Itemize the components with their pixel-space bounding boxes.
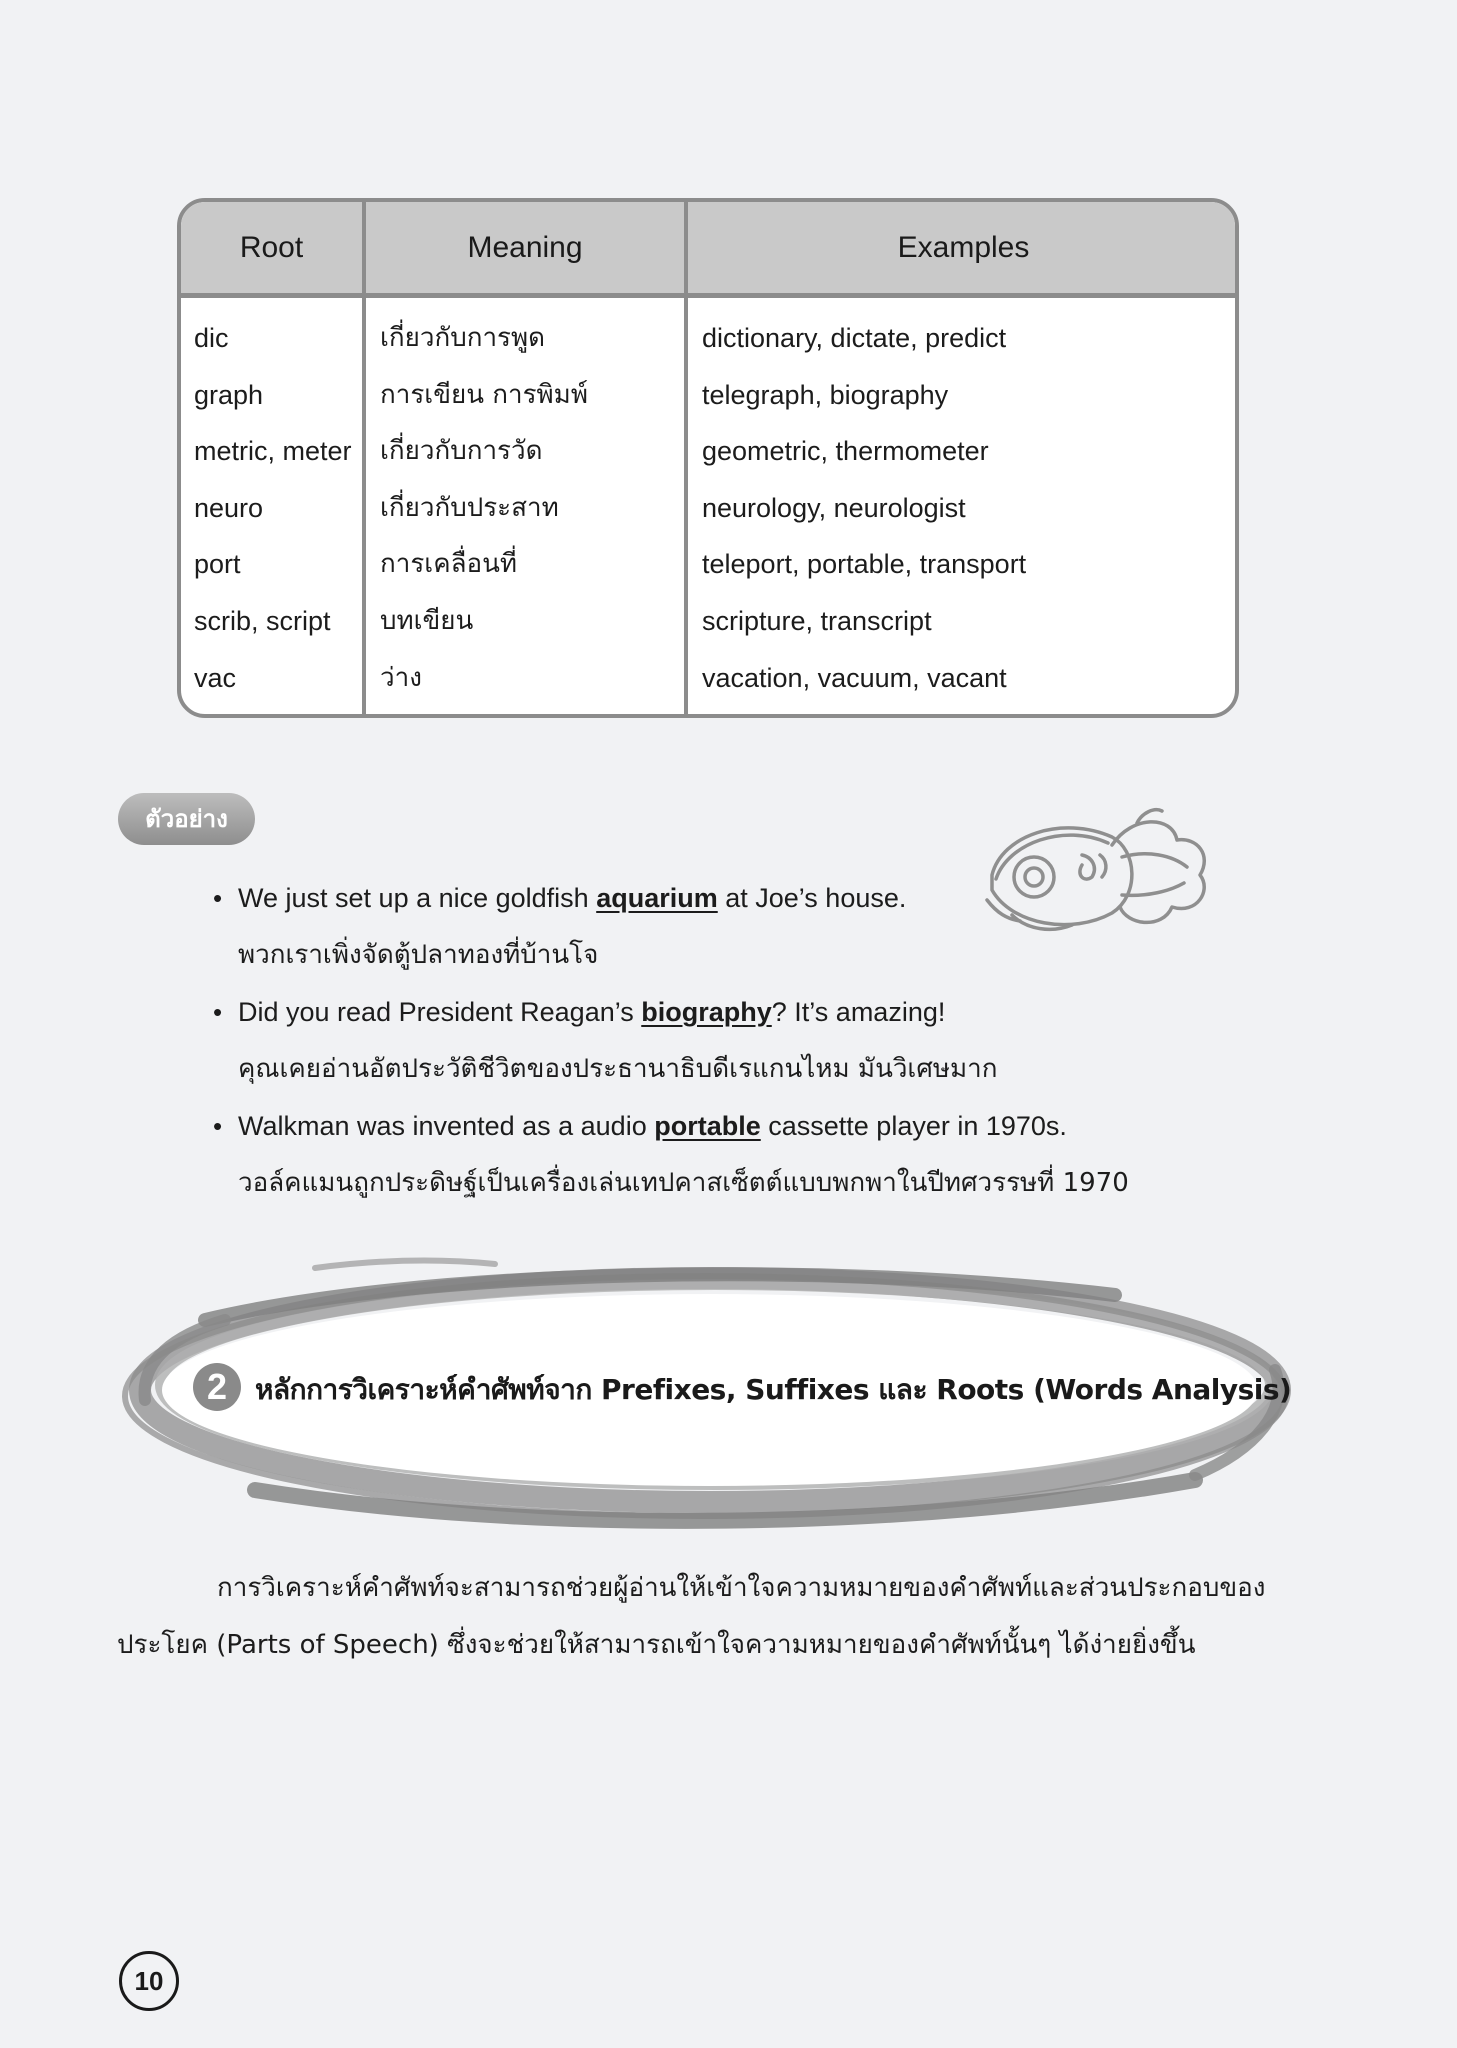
example-english: • Did you read President Reagan’s biography? It’s amazing! xyxy=(213,984,1313,1041)
table-row xyxy=(181,310,1235,367)
table-cell-meaning: เกี่ยวกับประสาท xyxy=(380,492,559,523)
table-header-row xyxy=(181,202,1235,298)
table-cell-root: port xyxy=(194,549,241,580)
table-header-root: Root xyxy=(239,231,304,264)
example-thai: คุณเคยอ่านอัตประวัติชีวิตของประธานาธิบดีเรแกนไหม มันวิเศษมาก xyxy=(238,1054,998,1084)
table-cell-meaning: ว่าง xyxy=(380,662,422,693)
table-row xyxy=(181,367,1235,424)
highlighted-word: portable xyxy=(654,1111,761,1141)
table-cell-root: graph xyxy=(194,379,264,410)
table-header-examples: Examples xyxy=(897,231,1030,264)
table-cell-examples: teleport, portable, transport xyxy=(702,549,1027,580)
table-cell-examples: neurology, neurologist xyxy=(702,492,966,523)
highlighted-word: aquarium xyxy=(596,883,718,913)
example-thai: พวกเราเพิ่งจัดตู้ปลาทองที่บ้านโจ xyxy=(238,940,599,970)
table-cell-root: dic xyxy=(194,323,229,353)
table-cell-meaning: บทเขียน xyxy=(380,605,474,636)
table-row xyxy=(181,480,1235,537)
bullet: • xyxy=(213,883,223,913)
example-english: • We just set up a nice goldfish aquarium at Joe’s house. xyxy=(213,870,1313,927)
section-title: หลักการวิเคราะห์คำศัพท์จาก Prefixes, Suffixes และ Roots (Words Analysis) xyxy=(255,1373,1292,1406)
table-cell-root: metric, meter xyxy=(194,436,352,467)
example-label: ตัวอย่าง xyxy=(118,793,255,845)
page-number: 10 xyxy=(119,1951,179,2011)
table-cell-root: vac xyxy=(194,662,237,693)
table-cell-root: scrib, script xyxy=(194,605,331,636)
example-sentences xyxy=(213,870,1313,1212)
section-number-badge: 2 xyxy=(193,1363,241,1411)
roots-table xyxy=(177,198,1239,718)
table-cell-examples: telegraph, biography xyxy=(702,379,949,410)
table-header-meaning: Meaning xyxy=(467,231,583,264)
example-english: • Walkman was invented as a audio portable cassette player in 1970s. xyxy=(213,1098,1313,1155)
table-cell-examples: vacation, vacuum, vacant xyxy=(702,662,1007,693)
table-row xyxy=(181,423,1235,480)
highlighted-word: biography xyxy=(641,997,772,1027)
table-row xyxy=(181,650,1235,707)
body-paragraph xyxy=(117,1560,1347,1674)
paragraph-line: ประโยค (Parts of Speech) ซึ่งจะช่วยให้สามารถเข้าใจความหมายของคำศัพท์นั้นๆ ได้ง่ายยิ่งขึ้น xyxy=(117,1630,1196,1660)
bullet: • xyxy=(213,1111,223,1141)
table-cell-root: neuro xyxy=(194,492,264,523)
example-item xyxy=(213,870,1313,984)
table-cell-meaning: การเคลื่อนที่ xyxy=(380,549,518,580)
table-body xyxy=(181,310,1235,706)
paragraph-line: การวิเคราะห์คำศัพท์จะสามารถช่วยผู้อ่านให้เข้าใจความหมายของคำศัพท์และส่วนประกอบของ xyxy=(217,1573,1266,1603)
table-cell-meaning: เกี่ยวกับการวัด xyxy=(380,436,543,467)
table-cell-examples: dictionary, dictate, predict xyxy=(702,323,1007,353)
example-item xyxy=(213,984,1313,1098)
table-row xyxy=(181,536,1235,593)
example-item xyxy=(213,1098,1313,1212)
example-thai: วอล์คแมนถูกประดิษฐ์เป็นเครื่องเล่นเทปคาสเซ็ตต์แบบพกพาในปีทศวรรษที่ 1970 xyxy=(238,1168,1129,1198)
bullet: • xyxy=(213,997,223,1027)
table-cell-examples: scripture, transcript xyxy=(702,605,932,636)
table-row xyxy=(181,593,1235,650)
table-cell-examples: geometric, thermometer xyxy=(702,436,989,467)
table-cell-meaning: การเขียน การพิมพ์ xyxy=(380,379,588,410)
table-cell-meaning: เกี่ยวกับการพูด xyxy=(380,323,546,353)
